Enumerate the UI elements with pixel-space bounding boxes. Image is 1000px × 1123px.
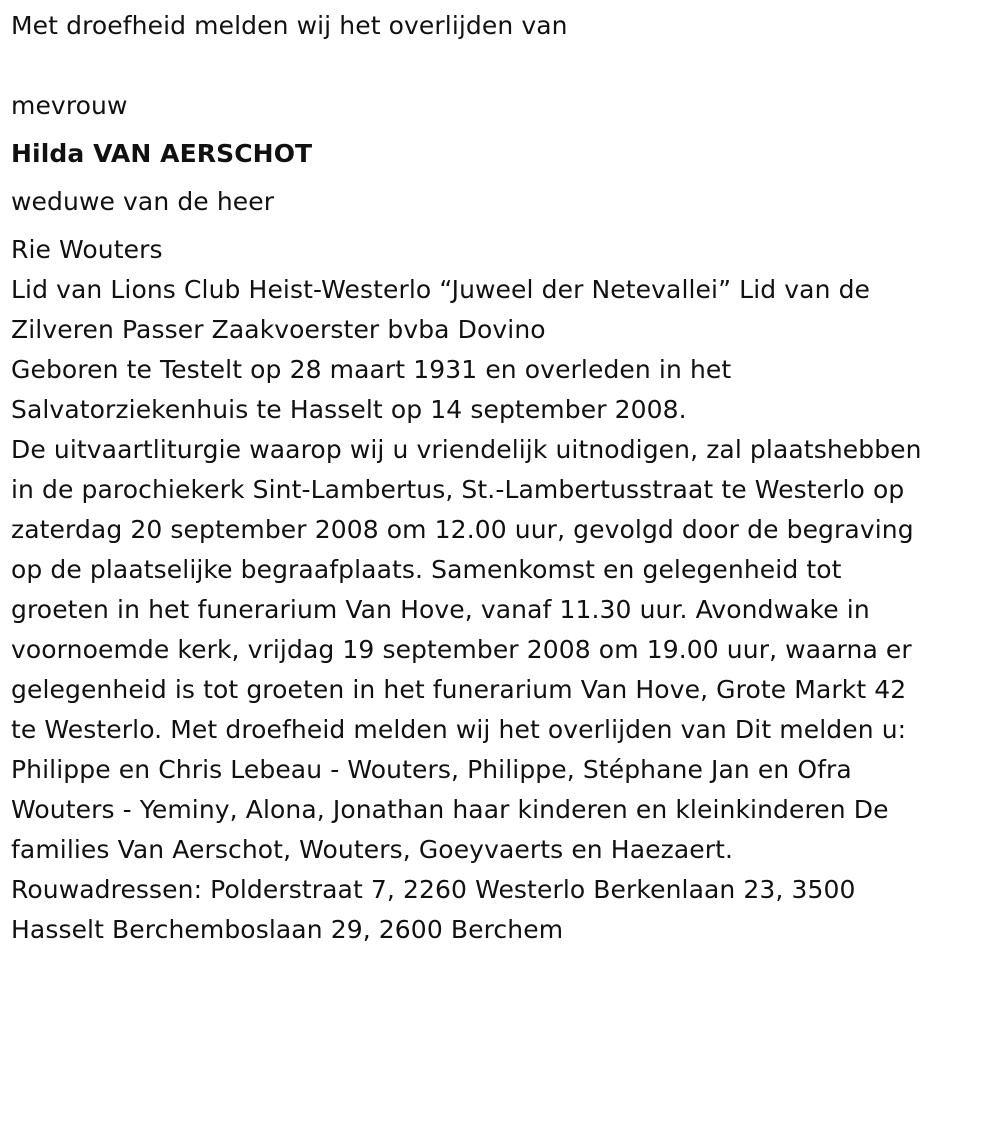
birth-death-paragraph [11, 350, 986, 430]
funeral-line: op de plaatselijke begraafplaats. Samenkomst en gelegenheid tot [11, 555, 842, 584]
funeral-line: Philippe en Chris Lebeau - Wouters, Philippe, Stéphane Jan en Ofra [11, 755, 852, 784]
deceased-name: Hilda VAN AERSCHOT [11, 139, 313, 168]
addresses-line: Rouwadressen: Polderstraat 7, 2260 Westerlo Berkenlaan 23, 3500 [11, 875, 856, 904]
memberships-paragraph [11, 270, 986, 350]
obituary-document [11, 0, 986, 950]
birth-death-line: Salvatorziekenhuis te Hasselt op 14 september 2008. [11, 395, 687, 424]
title-prefix: mevrouw [11, 91, 128, 120]
intro-line: Met droefheid melden wij het overlijden van [11, 11, 568, 40]
relation-line: weduwe van de heer [11, 187, 275, 216]
spouse-name: Rie Wouters [11, 235, 163, 264]
addresses-line: Hasselt Berchemboslaan 29, 2600 Berchem [11, 915, 564, 944]
funeral-line: in de parochiekerk Sint-Lambertus, St.-Lambertusstraat te Westerlo op [11, 475, 905, 504]
birth-death-line: Geboren te Testelt op 28 maart 1931 en overleden in het [11, 355, 732, 384]
addresses-paragraph [11, 870, 986, 950]
memberships-line: Zilveren Passer Zaakvoerster bvba Dovino [11, 315, 546, 344]
memberships-line: Lid van Lions Club Heist-Westerlo “Juweel der Netevallei” Lid van de [11, 275, 871, 304]
funeral-line: groeten in het funerarium Van Hove, vanaf 11.30 uur. Avondwake in [11, 595, 870, 624]
funeral-line: zaterdag 20 september 2008 om 12.00 uur, gevolgd door de begraving [11, 515, 914, 544]
funeral-line: voornoemde kerk, vrijdag 19 september 2008 om 19.00 uur, waarna er [11, 635, 912, 664]
funeral-line: De uitvaartliturgie waarop wij u vriendelijk uitnodigen, zal plaatshebben [11, 435, 922, 464]
funeral-line: gelegenheid is tot groeten in het funerarium Van Hove, Grote Markt 42 [11, 675, 907, 704]
funeral-line: te Westerlo. Met droefheid melden wij het overlijden van Dit melden u: [11, 715, 907, 744]
funeral-line: families Van Aerschot, Wouters, Goeyvaerts en Haezaert. [11, 835, 734, 864]
funeral-line: Wouters - Yeminy, Alona, Jonathan haar kinderen en kleinkinderen De [11, 795, 889, 824]
funeral-paragraph [11, 430, 986, 870]
